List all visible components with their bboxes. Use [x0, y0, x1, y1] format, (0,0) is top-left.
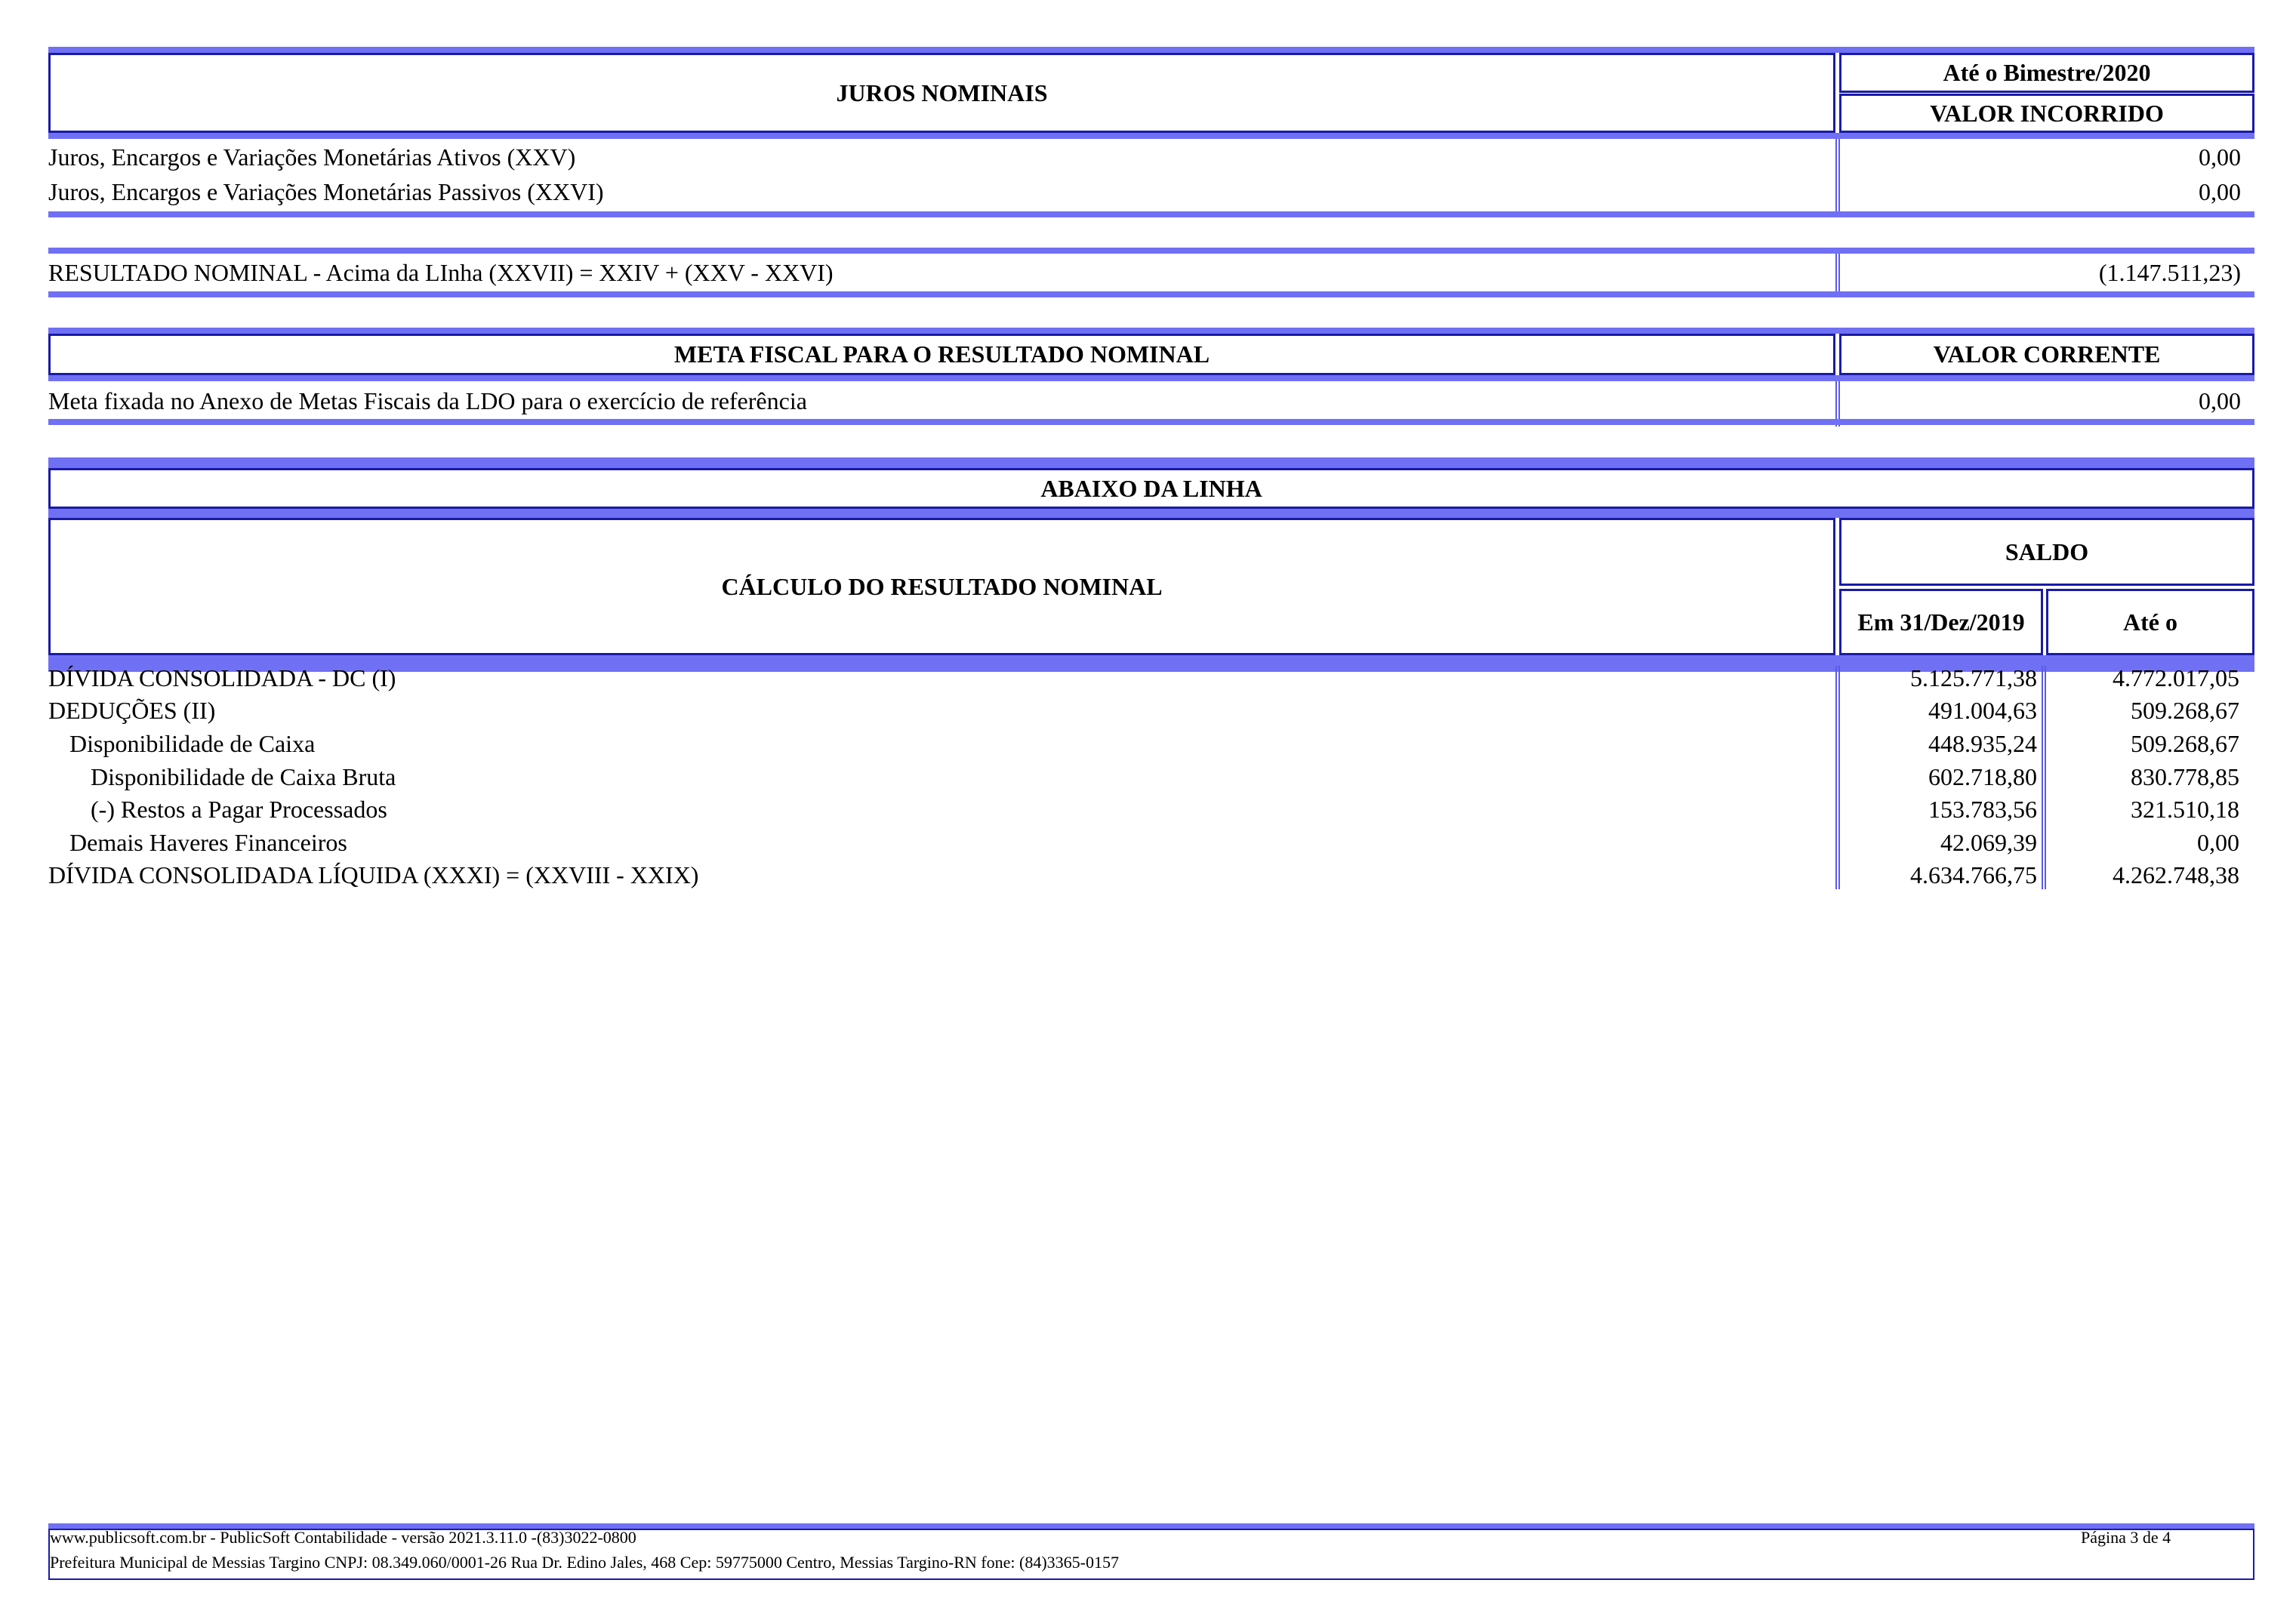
juros-row-value: 0,00	[2199, 143, 2241, 171]
calc-title: CÁLCULO DO RESULTADO NOMINAL	[721, 572, 1163, 600]
abaixo-title: ABAIXO DA LINHA	[1040, 474, 1262, 502]
table-row-v1: 42.069,39	[1940, 829, 2037, 856]
section-bottom-bar	[48, 419, 2254, 425]
section-bottom-bar	[48, 291, 2254, 297]
column-divider	[1835, 139, 1840, 214]
saldo-header-text: SALDO	[2005, 537, 2089, 565]
meta-value-header-text: VALOR CORRENTE	[1933, 340, 2161, 368]
juros-title: JUROS NOMINAIS	[836, 79, 1048, 106]
value-header-text: VALOR INCORRIDO	[1930, 99, 2164, 127]
header-divider-bar	[48, 509, 2254, 518]
abaixo-title-cell	[48, 468, 2254, 509]
column-divider	[2042, 666, 2046, 889]
juros-row-label: Juros, Encargos e Variações Monetárias Passivos (XXVI)	[48, 178, 604, 205]
table-row-v1: 602.718,80	[1928, 763, 2037, 790]
meta-label: Meta fixada no Anexo de Metas Fiscais da LDO para o exercício de referência	[48, 387, 807, 414]
table-row-v1: 448.935,24	[1928, 730, 2037, 757]
calc-title-cell	[48, 518, 1835, 655]
meta-title-cell	[48, 334, 1835, 375]
col2-header	[2046, 589, 2254, 655]
table-row-label: DEDUÇÕES (II)	[48, 697, 216, 724]
table-row-label: Demais Haveres Financeiros	[69, 829, 347, 856]
meta-value-header	[1839, 334, 2254, 375]
saldo-header	[1839, 518, 2254, 586]
table-row-v1: 4.634.766,75	[1910, 861, 2037, 888]
col1-header	[1839, 589, 2043, 655]
table-row-v1: 491.004,63	[1928, 697, 2037, 724]
table-row-v2: 4.262.748,38	[2113, 861, 2239, 888]
section-top-bar	[48, 457, 2254, 468]
column-divider	[1835, 254, 1840, 291]
header-bottom-bar	[48, 133, 2254, 139]
juros-row-value: 0,00	[2199, 178, 2241, 205]
section-bottom-bar	[48, 211, 2254, 217]
table-row-v2: 321.510,18	[2131, 796, 2239, 823]
header-bottom-bar	[48, 375, 2254, 381]
juros-period-header	[1839, 53, 2254, 93]
footer-page-number: Página 3 de 4	[2081, 1528, 2171, 1547]
meta-title: META FISCAL PARA O RESULTADO NOMINAL	[673, 340, 1210, 368]
table-row-label: Disponibilidade de Caixa	[69, 730, 316, 757]
table-row-v2: 0,00	[2197, 829, 2239, 856]
resultado-label: RESULTADO NOMINAL - Acima da LInha (XXVII) = XXIV + (XXV - XXVI)	[48, 259, 834, 286]
table-row-v2: 4.772.017,05	[2113, 664, 2239, 691]
table-row-v2: 830.778,85	[2131, 763, 2239, 790]
juros-row-label: Juros, Encargos e Variações Monetárias Ativos (XXV)	[48, 143, 576, 171]
col1-header-text: Em 31/Dez/2019	[1857, 608, 2025, 636]
table-row-label: (-) Restos a Pagar Processados	[91, 796, 387, 823]
table-row-label: DÍVIDA CONSOLIDADA LÍQUIDA (XXXI) = (XXVIII - XXIX)	[48, 861, 699, 888]
table-row-label: Disponibilidade de Caixa Bruta	[91, 763, 396, 790]
section-top-bar	[48, 328, 2254, 334]
section-top-bar	[48, 248, 2254, 254]
section-top-bar	[48, 47, 2254, 53]
period-header-text: Até o Bimestre/2020	[1943, 59, 2151, 86]
col2-header-text: Até o	[2123, 608, 2177, 636]
footer-line-2: Prefeitura Municipal de Messias Targino CNPJ: 08.349.060/0001-26 Rua Dr. Edino Jales, 468 Cep: 59775000 Centro, Messias Targino-RN fone: (84)3365-0157	[50, 1553, 1119, 1572]
table-row-v2: 509.268,67	[2131, 730, 2239, 757]
table-row-v1: 5.125.771,38	[1910, 664, 2037, 691]
footer-line-1: www.publicsoft.com.br - PublicSoft Contabilidade - versão 2021.3.11.0 -(83)3022-0800	[50, 1528, 636, 1547]
resultado-value: (1.147.511,23)	[2098, 259, 2241, 286]
table-row-v2: 509.268,67	[2131, 697, 2239, 724]
juros-value-header	[1839, 94, 2254, 133]
juros-title-cell	[48, 53, 1835, 133]
table-row-v1: 153.783,56	[1928, 796, 2037, 823]
table-row-label: DÍVIDA CONSOLIDADA - DC (I)	[48, 664, 396, 691]
meta-value: 0,00	[2199, 387, 2241, 414]
column-divider	[1835, 666, 1840, 889]
